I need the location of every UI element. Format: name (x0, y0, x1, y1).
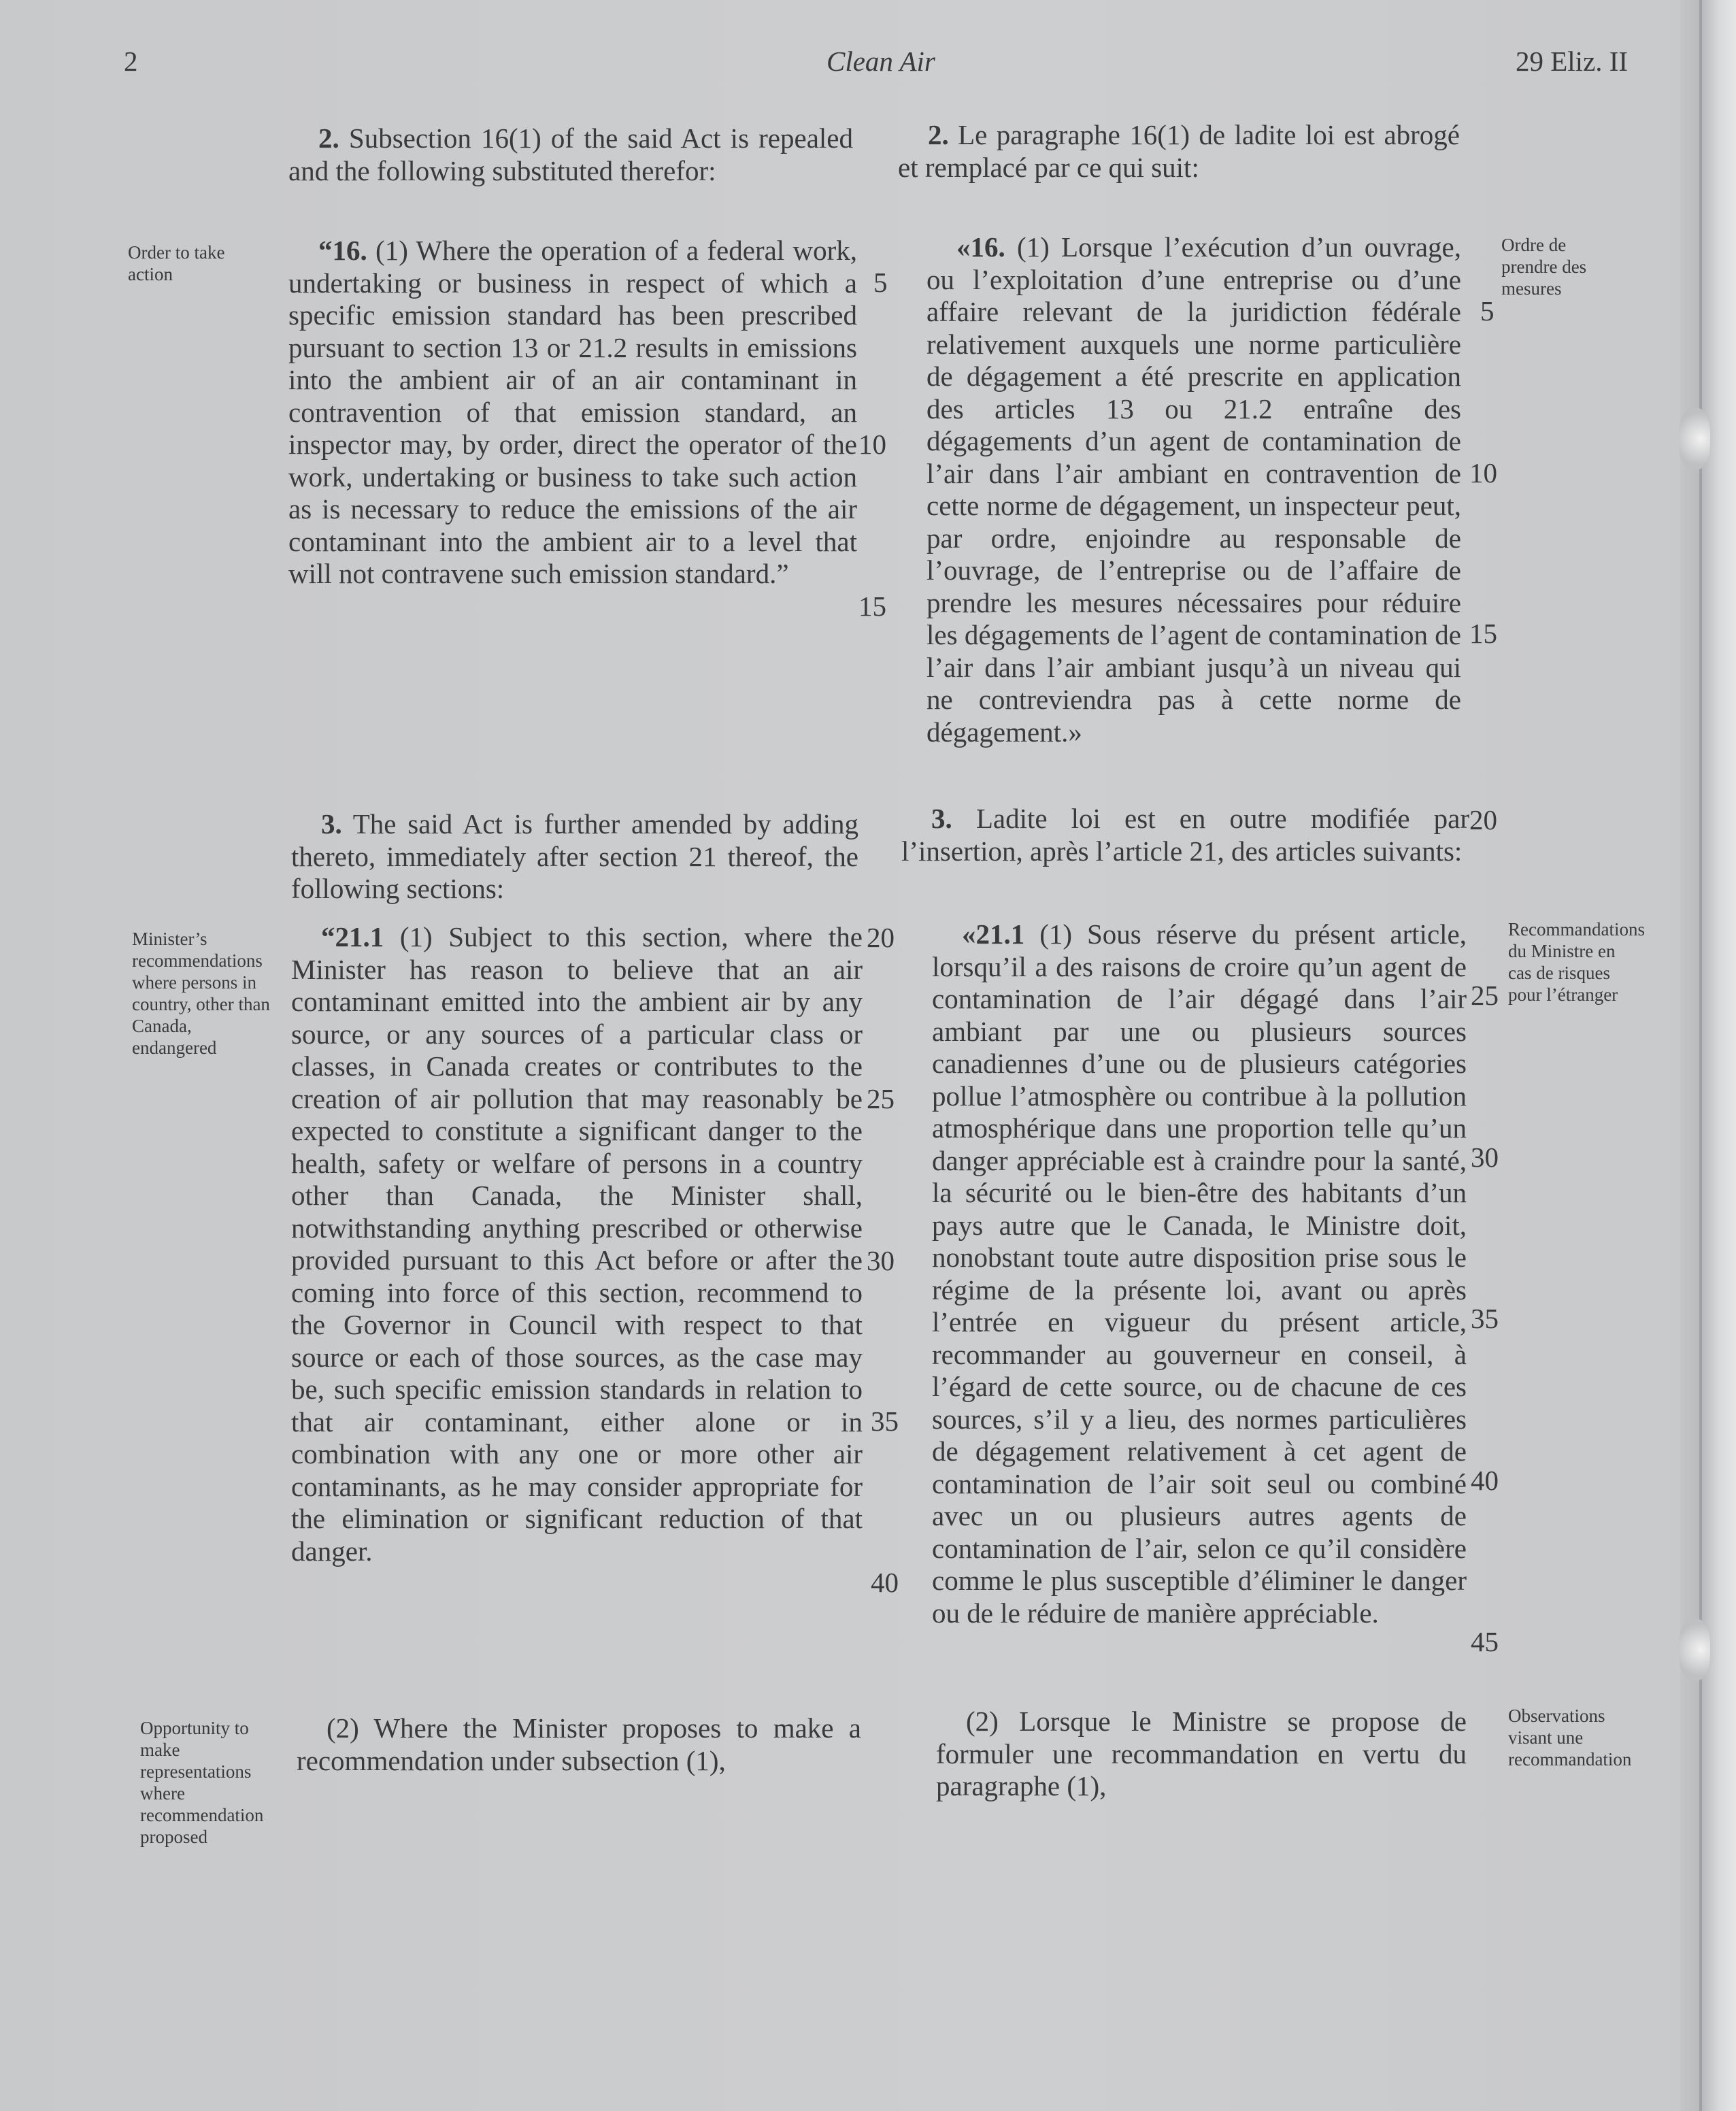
margin-note-order-en: Order to take action (128, 242, 225, 284)
french-subsection-16 (927, 231, 1461, 748)
french-section-21-1-2 (936, 1706, 1467, 1803)
line-number: 45 (1471, 1626, 1499, 1657)
margin-note-minister-fr: Recommandations du Ministre en cas de risques pour l’étranger (1508, 919, 1645, 1005)
section-number: 3. (321, 808, 342, 840)
line-number: 30 (1471, 1142, 1499, 1173)
english-subsection-16 (288, 235, 857, 591)
french-section-21-1 (932, 918, 1467, 1629)
section-text: (2) Lorsque le Ministre se propose de formuler une recommandation en vertu du paragraphe (1), (936, 1706, 1467, 1801)
binder-ring-bottom (1679, 1619, 1710, 1680)
french-section-3 (901, 803, 1469, 867)
english-section-2 (288, 122, 853, 187)
line-number: 15 (1469, 618, 1497, 649)
section-text: (2) Where the Minister proposes to make a recommendation under subsection (1), (297, 1712, 861, 1776)
section-text: Le paragraphe 16(1) de ladite loi est abrogé et remplacé par ce qui suit: (898, 119, 1460, 183)
english-section-21-1-2 (297, 1712, 861, 1777)
line-number: 35 (871, 1406, 899, 1437)
section-number: 2. (318, 122, 339, 154)
line-number: 10 (858, 429, 886, 460)
page-number: 2 (124, 46, 138, 77)
regnal-year: 29 Eliz. II (1516, 46, 1629, 77)
line-number: 10 (1469, 457, 1497, 488)
line-number: 35 (1471, 1303, 1499, 1334)
section-number: “21.1 (321, 921, 384, 952)
binding-line (1699, 0, 1702, 2111)
section-text: (1) Where the operation of a federal work, undertaking or business in respect of which a specific emission standard has been prescribed pursuant to section 13 or 21.2 results in emissions into the ambient air of an air contaminant in contravention of that emission standard, an inspector may, by order, direct the operator of the work, undertaking or business to take such action as is necessary to reduce the emissions of the air contaminant into the ambient air to a level that will not contravene such emission standard.” (288, 235, 857, 589)
line-number: 5 (873, 267, 888, 298)
line-number: 40 (1471, 1465, 1499, 1496)
line-number: 20 (1469, 804, 1497, 835)
english-section-21-1 (291, 921, 863, 1567)
line-number: 20 (867, 922, 895, 953)
line-number: 25 (867, 1083, 895, 1114)
margin-note-minister-en: Minister’s recommendations where persons in country, other than Canada, endangered (132, 929, 270, 1058)
line-number: 5 (1480, 295, 1495, 327)
margin-note-opportunity-en: Opportunity to make representations where recommendation proposed (140, 1718, 264, 1847)
section-number: «16. (956, 231, 1005, 263)
section-text: (1) Lorsque l’exécution d’un ouvrage, ou l’exploitation d’une entreprise ou d’une affaire relevant de la juridiction fédérale relativement auxquels une norme particulière de dégagement a été prescrite en application des articles 13 ou 21.2 entraîne des dégagements d’un agent de contamination de l’air dans l’air ambiant en contravention de cette norme de dégagement, un inspecteur peut, par ordre, enjoindre au responsable de l’ouvrage, de l’entreprise ou de l’affaire de prendre les mesures nécessaires pour réduire les dégagements de l’agent de contamination de l’air dans l’air ambiant jusqu’à un niveau qui ne contreviendra pas à cette norme de dégagement.» (927, 231, 1461, 748)
section-text: The said Act is further amended by adding thereto, immediately after section 21 thereof, the following sections: (291, 808, 858, 904)
section-number: 3. (931, 803, 952, 834)
line-number: 25 (1471, 980, 1499, 1011)
french-section-2 (898, 119, 1460, 184)
line-number: 40 (871, 1567, 899, 1598)
section-number: «21.1 (962, 918, 1025, 950)
binder-ring-top (1679, 408, 1710, 469)
section-text: (1) Sous réserve du présent article, lorsqu’il a des raisons de croire qu’un agent de contamination de l’air dégagé dans l’air ambiant par une ou plusieurs sources canadiennes d’une ou de plusieurs catégories pollue l’atmosphère ou contribue à la pollution atmosphérique dans une proportion telle qu’un danger appréciable est à craindre pour la santé, la sécurité ou le bien-être des habitants d’un pays autre que le Canada, le Ministre doit, nonobstant toute autre disposition prise sous le régime de la présente loi, avant ou après l’entrée en vigueur du présent article, recommander au gouverneur en conseil, à l’égard de cette source, ou de chacune de ces sources, s’il y a lieu, des normes particulières de dégagement relativement à cet agent de contamination de l’air soit seul ou combiné avec un ou plusieurs autres agents de contamination de l’air, selon ce qu’il considère comme le plus susceptible d’éliminer le danger ou de le réduire de manière appréciable. (932, 918, 1467, 1629)
english-section-3 (291, 808, 858, 905)
section-text: (1) Subject to this section, where the Minister has reason to believe that an air contaminant emitted into the ambient air by any source, or any sources of a particular class or classes, in Canada creates or contributes to the creation of air pollution that may reasonably be expected to constitute a significant danger to the health, safety or welfare of persons in a country other than Canada, the Minister shall, notwithstanding anything prescribed or otherwise provided pursuant to this Act before or after the coming into force of this section, recommend to the Governor in Council with respect to that source or each of those sources, as the case may be, such specific emission standards in relation to that air contaminant, either alone or in combination with any one or more other air contaminants, as he may consider appropriate for the elimination or significant reduction of that danger. (291, 921, 863, 1567)
section-number: 2. (928, 119, 949, 150)
section-number: “16. (318, 235, 367, 266)
line-number: 15 (858, 591, 886, 622)
section-text: Ladite loi est en outre modifiée par l’insertion, après l’article 21, des articles suivants: (901, 803, 1469, 867)
margin-note-order-fr: Ordre de prendre des mesures (1501, 235, 1587, 299)
margin-note-observations-fr: Observations visant une recommandation (1508, 1706, 1632, 1769)
binding-edge (1680, 0, 1736, 2111)
line-number: 30 (867, 1245, 895, 1276)
section-text: Subsection 16(1) of the said Act is repealed and the following substituted therefor: (288, 122, 853, 186)
running-title: Clean Air (827, 46, 935, 77)
